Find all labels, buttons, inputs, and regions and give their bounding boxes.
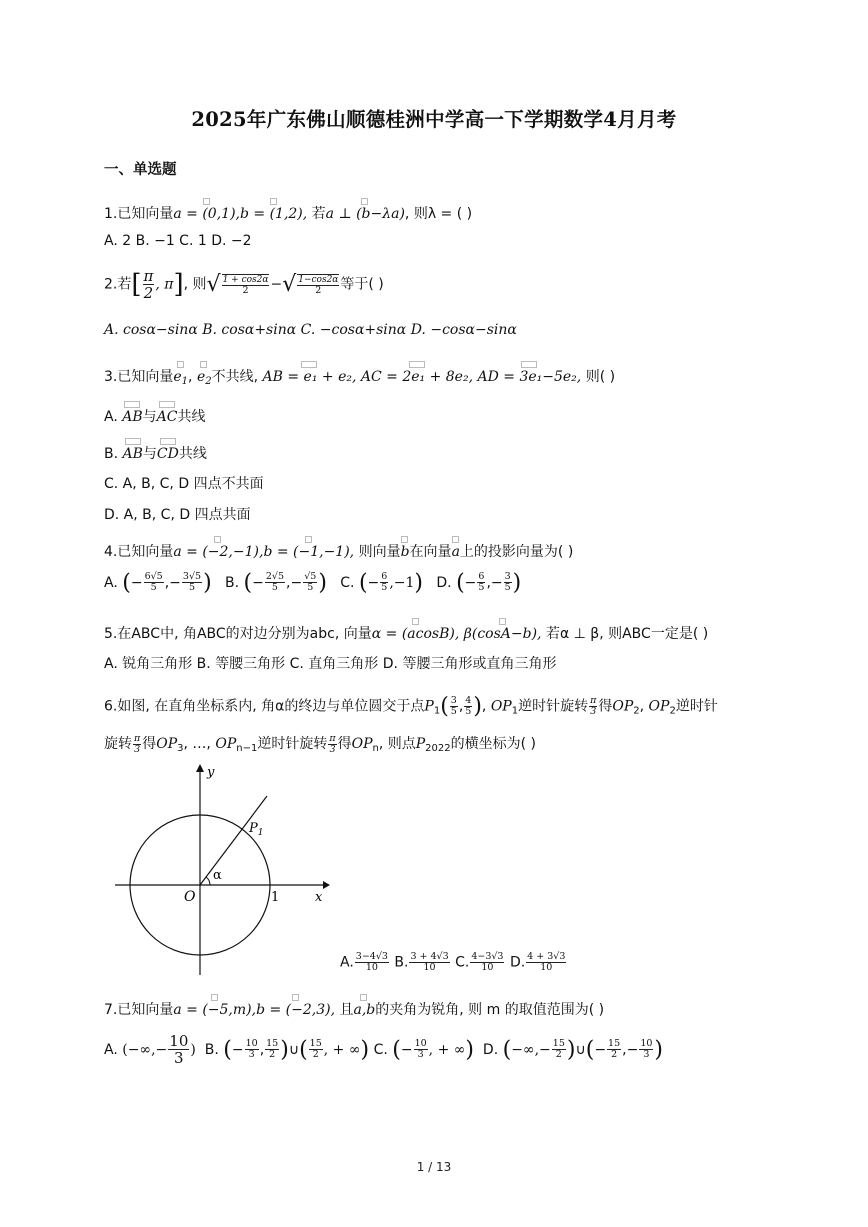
y-label: y [207, 765, 215, 780]
q4-option-d: D. (− $\frac{6}{5}$ ,− $\frac{3}{5}$ ) [436, 570, 522, 595]
section-heading: 一、单选题 [104, 162, 177, 178]
y-axis-arrow [196, 764, 204, 772]
q3-e1: $e_1$ [173, 369, 189, 387]
question-5-options: A. 锐角三角形 B. 等腰三角形 C. 直角三角形 D. 等腰三角形或直角三角形 [104, 656, 557, 672]
q1-vector-a: a = (0,1), [173, 206, 240, 222]
question-7-stem: 7.已知向量a = (−5,m),b = (−2,3), 且a,b的夹角为锐角, 则 m 的取值范围为( ) [104, 1002, 605, 1018]
question-2-stem: 2.若[ $\frac{\pi}{2}$ , π], 则√ $\frac{1 + \cos 2\alpha}{2}$ −√ $\frac{1-\cos 2\alpha}{2}$ 等于( ) [104, 267, 384, 302]
page-number: 1 / 13 [416, 1160, 452, 1174]
question-3-option-c: C. A, B, C, D 四点不共面 [104, 476, 264, 492]
q3-vector-ac: AC = 2e₁ + 8e₂, [360, 369, 474, 385]
question-3-option-a: A. AB与AC共线 [104, 409, 206, 425]
q3-vector-ab: AB = e₁ + e₂, [262, 369, 357, 385]
q1-vector-b: b = (1,2), [239, 206, 308, 222]
question-3-stem: 3.已知向量$e_1$, $e_2$不共线, AB = e₁ + e₂, AC = 2e₁ + 8e₂, AD = 3e₁−5e₂, 则( ) [104, 369, 616, 387]
question-6-stem-line-2: 旋转 $\frac{\pi}{3}$ 得$OP_3$, …, $OP_{n-1}$逆时针旋转 $\frac{\pi}{3}$ 得$OP_n$, 则点$P_{2022}$的横坐标为( ) [104, 732, 536, 755]
q2-radical-2: $\frac{1-\cos 2\alpha}{2}$ [298, 274, 339, 296]
q3-vector-ad: AD = 3e₁−5e₂, [477, 369, 582, 385]
question-2-options: A. cosα−sinα B. cosα+sinα C. −cosα+sinα D. −cosα−sinα [104, 322, 517, 338]
page-title: 2025年广东佛山顺德桂洲中学高一下学期数学4月月考 [191, 108, 677, 131]
alpha-label: α [213, 868, 222, 883]
q4-option-c: C. (− $\frac{6}{5}$ ,−1) [340, 570, 424, 595]
question-6-options: A. $\frac{3-4√3}{10}$ B. $\frac{3 + 4√3}{10}$ C. $\frac{4-3√3}{10}$ D. $\frac{4 + 3√3}{10}$ [340, 951, 566, 973]
x-label: x [315, 890, 323, 905]
origin-label: O [184, 889, 196, 905]
question-6-stem-line-1: 6.如图, 在直角坐标系内, 角α的终边与单位圆交于点$P_1$( $\frac{3}{5}$ , $\frac{4}{5}$ ), $OP_1$逆时针旋转 $\frac{\pi}{3}$ 得$OP_2$, $OP_2$逆时针 [104, 694, 718, 719]
q2-radical-1: $\frac{1 + \cos 2\alpha}{2}$ [222, 274, 269, 296]
x-axis-arrow [323, 881, 330, 889]
q1-condition: a ⊥ (b−λa) [325, 206, 405, 222]
unit-circle-figure [110, 760, 330, 980]
question-3-option-b: B. AB与CD共线 [104, 446, 207, 462]
q7-option-b: B. (− $\frac{10}{3}$ , $\frac{15}{2}$ )∪( $\frac{15}{2}$ , + ∞) [204, 1037, 370, 1062]
question-1-stem: 1.已知向量a = (0,1),b = (1,2), 若a ⊥ (b−λa), 则λ = ( ) [104, 206, 473, 222]
question-3-option-d: D. A, B, C, D 四点共面 [104, 507, 251, 523]
q7-option-c: C. (− $\frac{10}{3}$ , + ∞) [373, 1037, 475, 1062]
q4-option-a: A. (− $\frac{6√5}{5}$ ,− $\frac{3√5}{5}$ ) [104, 570, 212, 595]
q2-interval-fraction: $\frac{\pi}{2}$ [143, 267, 154, 302]
q3-e2: $e_2$ [196, 369, 212, 387]
one-label: 1 [271, 890, 280, 905]
question-7-options [104, 1033, 663, 1066]
p1-label: $P_1$ [249, 821, 264, 838]
angle-arc [206, 877, 210, 885]
terminal-side [200, 796, 267, 885]
question-5-stem: 5.在ABC中, 角ABC的对边分别为abc, 向量α = (acosB), β(cosA−b), 若α ⊥ β, 则ABC一定是( ) [104, 626, 709, 642]
q4-option-b: B. (− $\frac{2√5}{5}$ ,− $\frac{√5}{5}$ ) [225, 570, 327, 595]
question-1-options: A. 2 B. −1 C. 1 D. −2 [104, 233, 252, 249]
question-4-options [104, 570, 521, 595]
q7-option-a: A. (−∞,− $\frac{10}{3}$ ) [104, 1032, 196, 1067]
question-4-stem: 4.已知向量a = (−2,−1),b = (−1,−1), 则向量b在向量a上的投影向量为( ) [104, 544, 574, 560]
q7-option-d: D. (−∞,− $\frac{15}{2}$ )∪(− $\frac{15}{2}$ ,− $\frac{10}{3}$ ) [482, 1037, 664, 1062]
